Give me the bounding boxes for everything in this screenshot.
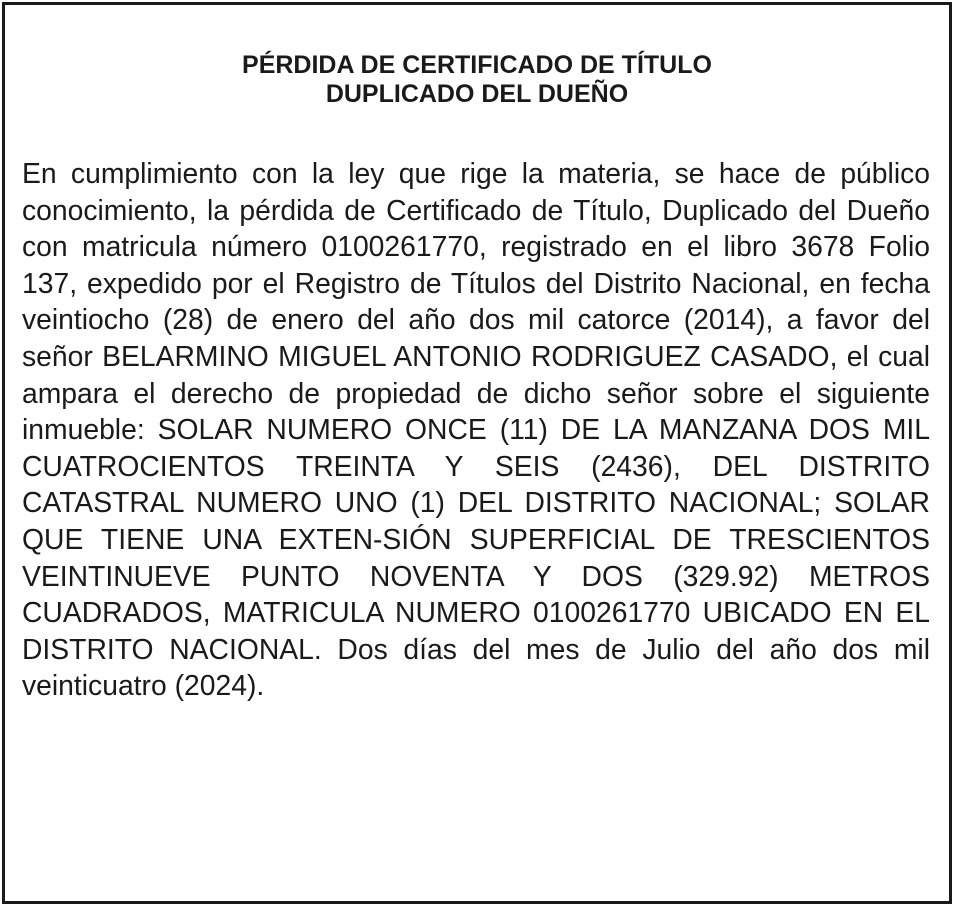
notice-title-line-2: DUPLICADO DEL DUEÑO (325, 80, 629, 108)
notice-title (5, 51, 949, 109)
notice-body-text: En cumplimiento con la ley que rige la materia, se hace de público conocimiento, la pérdida de Certificado de Título, Duplicado del Dueño con matricula número 0100261770, registrado en el libro 3678 Folio 137, expedido por el Registro de Títulos del Distrito Nacional, en fecha veintiocho (28) de enero del año dos mil catorce (2014), a favor del señor BELARMINO MIGUEL ANTONIO RODRIGUEZ CASADO, el cual ampara el derecho de propiedad de dicho señor sobre el siguiente inmueble: SOLAR NUMERO ONCE (11) DE LA MANZANA DOS MIL CUATROCIENTOS TREINTA Y SEIS (2436), DEL DISTRITO CATASTRAL NUMERO UNO (1) DEL DISTRITO NACIONAL; SOLAR QUE TIENE UNA EXTEN-SIÓN SUPERFICIAL DE TRESCIENTOS VEINTINUEVE PUNTO NOVENTA Y DOS (329.92) METROS CUADRADOS, MATRICULA NUMERO 0100261770 UBICADO EN EL DISTRITO NACIONAL. Dos días del mes de Julio del año dos mil veinticuatro (2024). (22, 157, 930, 702)
legal-notice-box (2, 2, 952, 904)
notice-title-line-1: PÉRDIDA DE CERTIFICADO DE TÍTULO (242, 51, 712, 79)
